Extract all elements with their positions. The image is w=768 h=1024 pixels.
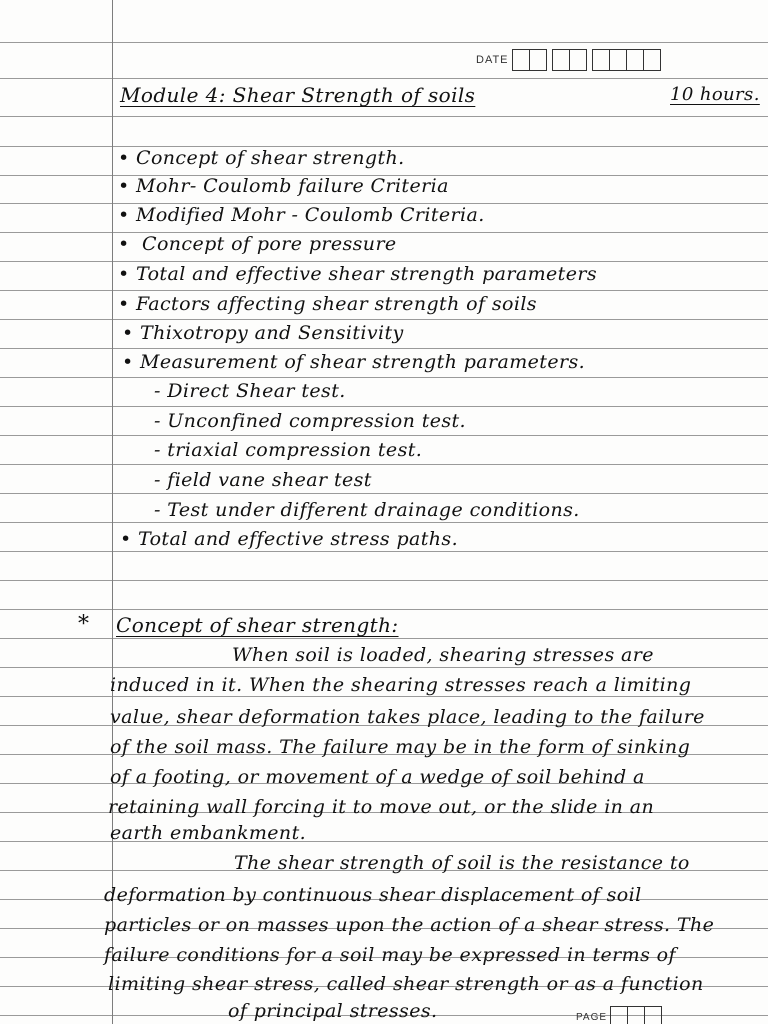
paragraph-text: of a footing, or movement of a wedge of soil behind a xyxy=(110,766,645,788)
page-digit-box xyxy=(627,1006,645,1024)
paragraph-text: retaining wall forcing it to move out, or the slide in an xyxy=(108,796,655,818)
bullet: • xyxy=(118,263,130,285)
date-digit-box xyxy=(609,49,627,71)
paragraph-text: earth embankment. xyxy=(110,822,307,844)
date-digit-box xyxy=(643,49,661,71)
syllabus-sub-item xyxy=(0,495,768,525)
section-heading-line xyxy=(0,610,768,640)
paragraph-text: failure conditions for a soil may be expressed in terms of xyxy=(104,944,676,966)
sub-item-text: - triaxial compression test. xyxy=(154,439,423,461)
sub-item-text: - field vane shear test xyxy=(154,469,372,491)
bullet: • xyxy=(118,293,130,315)
syllabus-sub-item xyxy=(0,465,768,495)
paragraph-line xyxy=(0,969,768,999)
syllabus-item xyxy=(0,143,768,173)
sub-item-text: - Direct Shear test. xyxy=(154,380,346,402)
paragraph-line xyxy=(0,848,768,878)
date-digit-box xyxy=(512,49,530,71)
syllabus-item-text: Concept of shear strength. xyxy=(136,147,405,169)
syllabus-item xyxy=(0,200,768,230)
sub-item-text: - Test under different drainage conditions. xyxy=(154,499,580,521)
syllabus-item xyxy=(0,524,768,554)
paragraph-text: of principal stresses. xyxy=(228,1000,438,1022)
paragraph-line xyxy=(0,732,768,762)
syllabus-sub-item xyxy=(0,435,768,465)
syllabus-sub-item xyxy=(0,406,768,436)
module-heading-line xyxy=(0,80,768,110)
paragraph-line xyxy=(0,940,768,970)
syllabus-item xyxy=(0,229,768,259)
page-digit-box xyxy=(610,1006,628,1024)
syllabus-sub-item xyxy=(0,376,768,406)
syllabus-item xyxy=(0,171,768,201)
syllabus-item xyxy=(0,259,768,289)
asterisk-marker: * xyxy=(78,612,90,637)
paragraph-text: When soil is loaded, shearing stresses are xyxy=(232,644,654,666)
date-field xyxy=(476,48,661,72)
ruled-line xyxy=(0,116,768,117)
bullet: • xyxy=(118,204,130,226)
date-label: DATE xyxy=(476,54,509,66)
paragraph-line xyxy=(0,640,768,670)
page-label: PAGE xyxy=(576,1012,608,1023)
ruled-line xyxy=(0,580,768,581)
paragraph-text: deformation by continuous shear displacement of soil xyxy=(104,884,642,906)
paragraph-line xyxy=(0,880,768,910)
bullet: • xyxy=(118,233,130,255)
section-heading: Concept of shear strength: xyxy=(116,613,399,637)
date-digit-box xyxy=(552,49,570,71)
ruled-line xyxy=(0,42,768,43)
syllabus-item xyxy=(0,347,768,377)
date-digit-box xyxy=(569,49,587,71)
paragraph-text: particles or on masses upon the action of a shear stress. The xyxy=(104,914,715,936)
paragraph-line xyxy=(0,910,768,940)
sub-item-text: - Unconfined compression test. xyxy=(154,410,467,432)
syllabus-item-text: Modified Mohr - Coulomb Criteria. xyxy=(136,204,485,226)
syllabus-item-text: Thixotropy and Sensitivity xyxy=(140,322,404,344)
bullet: • xyxy=(122,351,134,373)
page-number-field xyxy=(576,1006,662,1024)
module-title: Module 4: Shear Strength of soils xyxy=(120,83,476,107)
bullet: • xyxy=(118,147,130,169)
paragraph-text: value, shear deformation takes place, leading to the failure xyxy=(110,706,705,728)
paragraph-line xyxy=(0,762,768,792)
paragraph-text: The shear strength of soil is the resistance to xyxy=(234,852,690,874)
module-duration: 10 hours. xyxy=(670,84,760,105)
paragraph-text: limiting shear stress, called shear strength or as a function xyxy=(108,973,704,995)
paragraph-line xyxy=(0,818,768,848)
paragraph-line xyxy=(0,702,768,732)
paragraph-text: of the soil mass. The failure may be in the form of sinking xyxy=(110,736,691,758)
syllabus-item xyxy=(0,318,768,348)
syllabus-item xyxy=(0,289,768,319)
syllabus-item-text: Mohr- Coulomb failure Criteria xyxy=(136,175,449,197)
page-digit-box xyxy=(644,1006,662,1024)
date-digit-box xyxy=(529,49,547,71)
syllabus-item-text: Total and effective stress paths. xyxy=(138,528,459,550)
paragraph-line xyxy=(0,670,768,700)
syllabus-item-text: Concept of pore pressure xyxy=(142,233,397,255)
ruled-line xyxy=(0,78,768,79)
bullet: • xyxy=(122,322,134,344)
bullet: • xyxy=(118,175,130,197)
bullet: • xyxy=(120,528,132,550)
paragraph-text: induced in it. When the shearing stresses reach a limiting xyxy=(110,674,692,696)
date-digit-box xyxy=(626,49,644,71)
syllabus-item-text: Factors affecting shear strength of soils xyxy=(136,293,537,315)
syllabus-item-text: Measurement of shear strength parameters. xyxy=(140,351,586,373)
syllabus-item-text: Total and effective shear strength parameters xyxy=(136,263,597,285)
date-digit-box xyxy=(592,49,610,71)
